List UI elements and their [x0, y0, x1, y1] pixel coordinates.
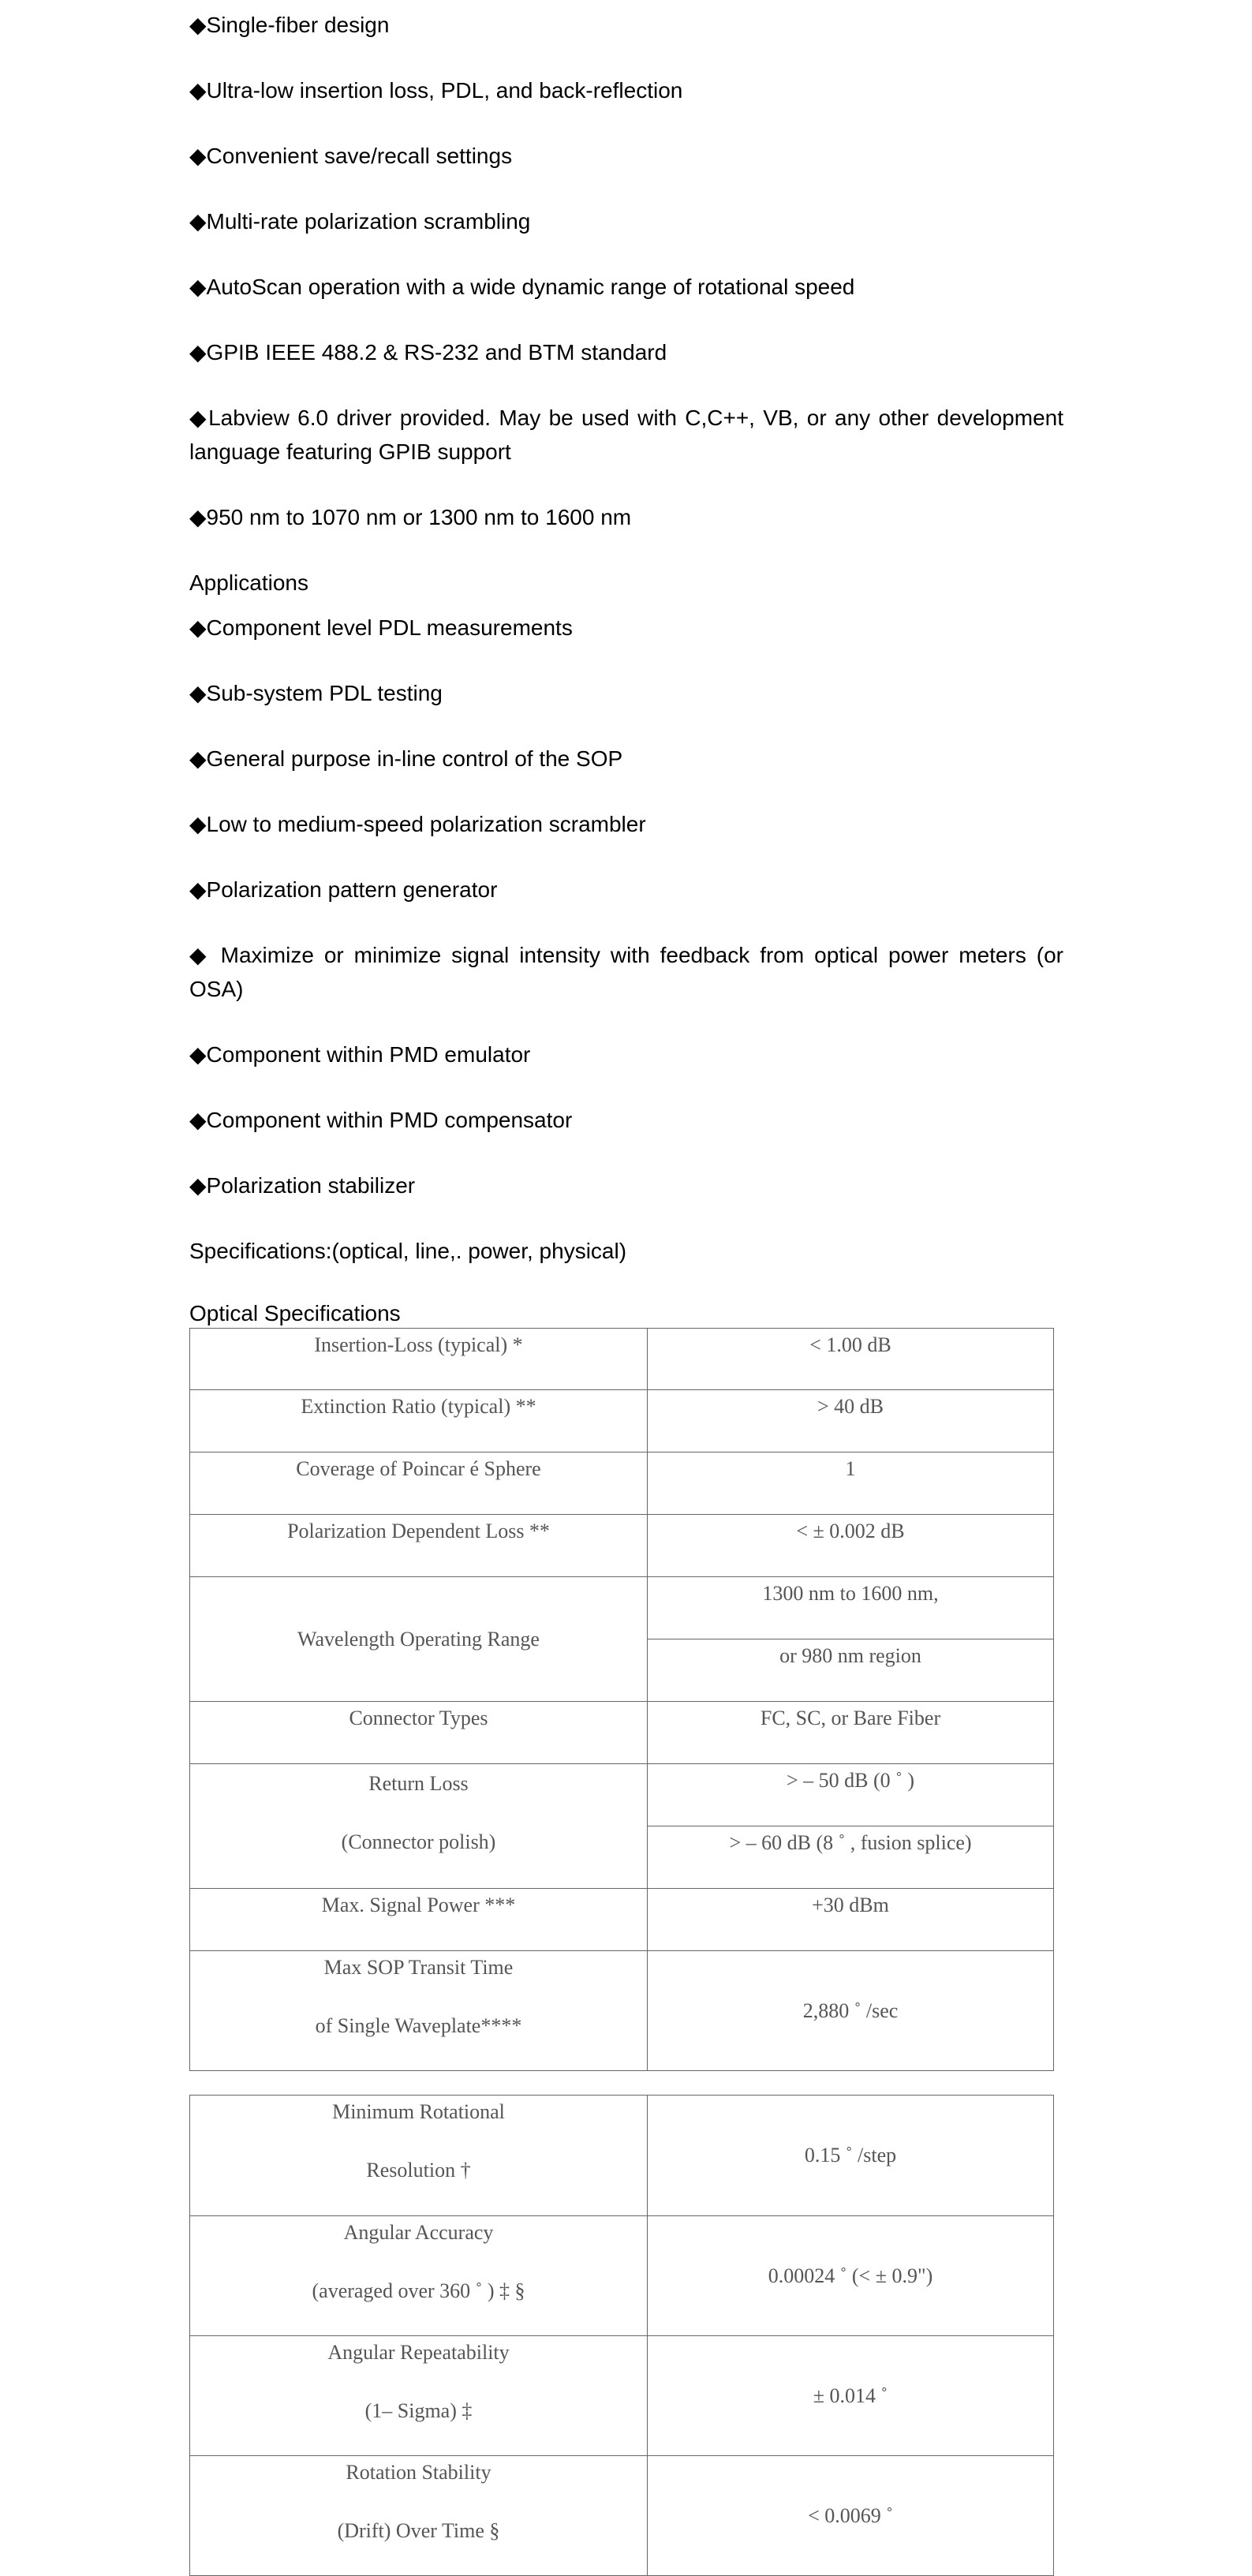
spec-label-line: Max SOP Transit Time [323, 1956, 514, 1979]
applications-heading: Applications [189, 570, 308, 595]
spec-label: Coverage of Poincar é Sphere [190, 1453, 648, 1515]
table-row [190, 2456, 1054, 2576]
applications-list [189, 611, 1063, 1202]
spec-value: < 0.0069 ˚ [648, 2456, 1054, 2576]
spec-value: +30 dBm [648, 1889, 1054, 1951]
table-row [190, 1390, 1054, 1453]
spec-value: ± 0.014 ˚ [648, 2336, 1054, 2456]
spec-label-line: (1– Sigma) ‡ [364, 2399, 473, 2422]
spec-label-line: Return Loss [368, 1772, 469, 1795]
spec-label-line: Rotation Stability [346, 2461, 491, 2484]
application-item: ◆Low to medium-speed polarization scrambler [189, 812, 646, 836]
table-row [190, 2096, 1054, 2216]
specifications-heading: Specifications:(optical, line,. power, physical) [189, 1239, 627, 1263]
spec-value: 1 [648, 1453, 1054, 1515]
spec-label [190, 2096, 648, 2216]
spec-label-line: Angular Accuracy [343, 2221, 494, 2244]
spec-label-line: (Connector polish) [341, 1830, 496, 1853]
spec-label: Polarization Dependent Loss ** [190, 1515, 648, 1577]
features-list [189, 8, 1063, 534]
feature-item: ◆Multi-rate polarization scrambling [189, 209, 531, 234]
spec-value: > – 60 dB (8 ˚ , fusion splice) [648, 1826, 1054, 1889]
table-row [190, 1577, 1054, 1639]
table-row [190, 1764, 1054, 1826]
application-item: ◆Polarization stabilizer [189, 1173, 416, 1198]
spec-label: Connector Types [190, 1702, 648, 1764]
spec-value: 1300 nm to 1600 nm, [648, 1577, 1054, 1639]
rotation-spec-table [189, 2095, 1054, 2576]
spec-value: or 980 nm region [648, 1639, 1054, 1702]
application-item: ◆Component within PMD emulator [189, 1042, 531, 1067]
spec-label-line: Resolution † [366, 2159, 471, 2182]
table-row [190, 2216, 1054, 2336]
spec-label: Extinction Ratio (typical) ** [190, 1390, 648, 1453]
feature-item: ◆GPIB IEEE 488.2 & RS-232 and BTM standard [189, 340, 667, 365]
spec-value: > 40 dB [648, 1390, 1054, 1453]
spec-label-line: Minimum Rotational [332, 2100, 505, 2123]
spec-label [190, 2336, 648, 2456]
spec-label [190, 1764, 648, 1889]
spec-value: < ± 0.002 dB [648, 1515, 1054, 1577]
application-item: ◆General purpose in-line control of the SOP [189, 746, 623, 771]
feature-item: ◆Ultra-low insertion loss, PDL, and back-reflection [189, 78, 683, 103]
spec-value: < 1.00 dB [648, 1329, 1054, 1390]
spec-label-line: (averaged over 360 ˚ ) ‡ § [312, 2279, 525, 2302]
application-item: ◆Component within PMD compensator [189, 1108, 573, 1132]
spec-label: Max. Signal Power *** [190, 1889, 648, 1951]
table-row [190, 1453, 1054, 1515]
spec-value: 0.15 ˚ /step [648, 2096, 1054, 2216]
feature-item: ◆950 nm to 1070 nm or 1300 nm to 1600 nm [189, 505, 632, 529]
spec-value: 2,880 ˚ /sec [648, 1951, 1054, 2071]
feature-item: ◆Convenient save/recall settings [189, 144, 513, 168]
spec-label-line: of Single Waveplate**** [315, 2014, 522, 2037]
feature-item: ◆Single-fiber design [189, 13, 390, 37]
spec-value: FC, SC, or Bare Fiber [648, 1702, 1054, 1764]
spec-label: Wavelength Operating Range [190, 1577, 648, 1702]
table-row [190, 1951, 1054, 2071]
table-row [190, 2336, 1054, 2456]
feature-item: ◆AutoScan operation with a wide dynamic range of rotational speed [189, 275, 855, 299]
document-body [189, 0, 1063, 2576]
spec-label [190, 1951, 648, 2071]
application-item: ◆Sub-system PDL testing [189, 681, 443, 705]
spec-value: 0.00024 ˚ (< ± 0.9") [648, 2216, 1054, 2336]
spec-value: > – 50 dB (0 ˚ ) [648, 1764, 1054, 1826]
table-row [190, 1702, 1054, 1764]
spec-label [190, 2216, 648, 2336]
optical-specifications-heading: Optical Specifications [189, 1301, 401, 1325]
application-item: ◆Component level PDL measurements [189, 615, 573, 640]
application-item: ◆Polarization pattern generator [189, 877, 498, 902]
optical-spec-table [189, 1328, 1054, 2071]
spec-label-line: Angular Repeatability [327, 2341, 510, 2364]
table-row [190, 1515, 1054, 1577]
spec-label-line: (Drift) Over Time § [337, 2519, 500, 2542]
spec-label [190, 2456, 648, 2576]
spec-label: Insertion-Loss (typical) * [190, 1329, 648, 1390]
table-row [190, 1889, 1054, 1951]
application-item: ◆ Maximize or minimize signal intensity with feedback from optical power meters (or OSA) [189, 943, 1063, 1001]
feature-item: ◆Labview 6.0 driver provided. May be used with C,C++, VB, or any other development language featuring GPIB support [189, 406, 1063, 464]
table-row [190, 1329, 1054, 1390]
